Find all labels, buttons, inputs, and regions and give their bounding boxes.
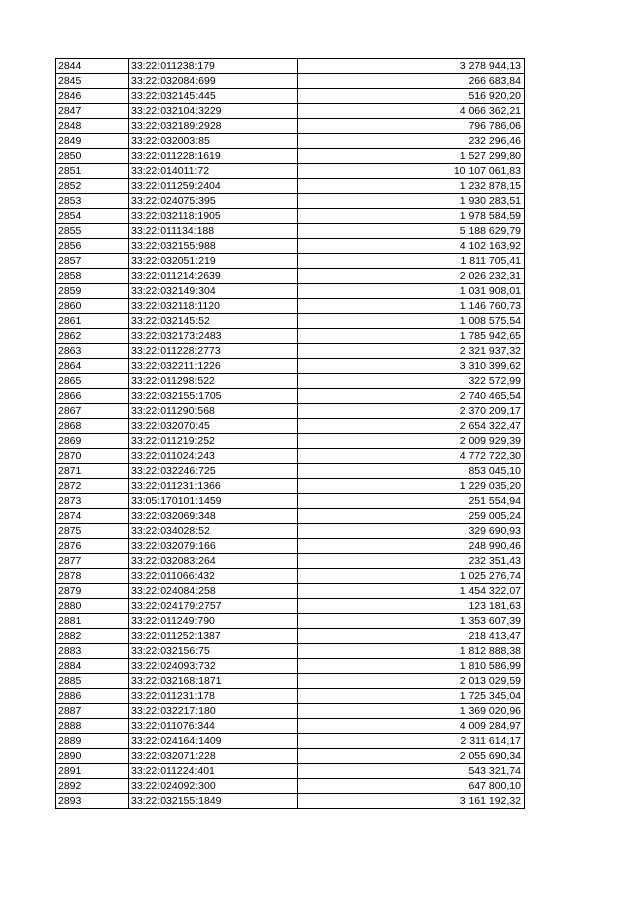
table-row <box>56 149 525 164</box>
value-cell: 123 181,63 <box>298 599 525 614</box>
value-cell: 1 025 276,74 <box>298 569 525 584</box>
row-number-cell: 2856 <box>56 239 129 254</box>
table-row <box>56 239 525 254</box>
table-row <box>56 164 525 179</box>
value-cell: 516 920,20 <box>298 89 525 104</box>
cadastral-number-cell: 33:22:032083:264 <box>129 554 298 569</box>
value-cell: 1 785 942,65 <box>298 329 525 344</box>
table-row <box>56 299 525 314</box>
table-row <box>56 719 525 734</box>
value-cell: 2 370 209,17 <box>298 404 525 419</box>
row-number-cell: 2887 <box>56 704 129 719</box>
table-row <box>56 779 525 794</box>
table-row <box>56 479 525 494</box>
value-cell: 10 107 061,83 <box>298 164 525 179</box>
row-number-cell: 2883 <box>56 644 129 659</box>
cadastral-number-cell: 33:22:011249:790 <box>129 614 298 629</box>
cadastral-number-cell: 33:22:011238:179 <box>129 59 298 74</box>
row-number-cell: 2892 <box>56 779 129 794</box>
row-number-cell: 2867 <box>56 404 129 419</box>
table-row <box>56 554 525 569</box>
table-row <box>56 524 525 539</box>
cadastral-number-cell: 33:22:032003:85 <box>129 134 298 149</box>
cadastral-number-cell: 33:22:024092:300 <box>129 779 298 794</box>
value-cell: 1 353 607,39 <box>298 614 525 629</box>
table-row <box>56 629 525 644</box>
row-number-cell: 2889 <box>56 734 129 749</box>
table-row <box>56 734 525 749</box>
value-cell: 1 232 878,15 <box>298 179 525 194</box>
row-number-cell: 2891 <box>56 764 129 779</box>
table-row <box>56 584 525 599</box>
value-cell: 5 188 629,79 <box>298 224 525 239</box>
row-number-cell: 2872 <box>56 479 129 494</box>
value-cell: 2 311 614,17 <box>298 734 525 749</box>
cadastral-number-cell: 33:22:032104:3229 <box>129 104 298 119</box>
table-row <box>56 119 525 134</box>
cadastral-number-cell: 33:22:014011:72 <box>129 164 298 179</box>
value-cell: 3 161 192,32 <box>298 794 525 809</box>
row-number-cell: 2853 <box>56 194 129 209</box>
row-number-cell: 2847 <box>56 104 129 119</box>
table-row <box>56 764 525 779</box>
value-cell: 2 055 690,34 <box>298 749 525 764</box>
cadastral-number-cell: 33:22:032155:1705 <box>129 389 298 404</box>
cadastral-number-cell: 33:22:024075:395 <box>129 194 298 209</box>
row-number-cell: 2870 <box>56 449 129 464</box>
value-cell: 4 102 163,92 <box>298 239 525 254</box>
row-number-cell: 2858 <box>56 269 129 284</box>
table-row <box>56 269 525 284</box>
value-cell: 4 772 722,30 <box>298 449 525 464</box>
document-page <box>55 58 524 809</box>
table-row <box>56 599 525 614</box>
cadastral-number-cell: 33:22:011298:522 <box>129 374 298 389</box>
row-number-cell: 2890 <box>56 749 129 764</box>
table-row <box>56 389 525 404</box>
row-number-cell: 2857 <box>56 254 129 269</box>
cadastral-number-cell: 33:22:032168:1871 <box>129 674 298 689</box>
cadastral-number-cell: 33:22:011228:2773 <box>129 344 298 359</box>
table-row <box>56 404 525 419</box>
value-cell: 1 527 299,80 <box>298 149 525 164</box>
row-number-cell: 2854 <box>56 209 129 224</box>
row-number-cell: 2886 <box>56 689 129 704</box>
value-cell: 1 930 283,51 <box>298 194 525 209</box>
table-row <box>56 134 525 149</box>
table-row <box>56 674 525 689</box>
value-cell: 4 066 362,21 <box>298 104 525 119</box>
cadastral-number-cell: 33:22:011224:401 <box>129 764 298 779</box>
cadastral-number-cell: 33:22:011252:1387 <box>129 629 298 644</box>
value-cell: 4 009 284,97 <box>298 719 525 734</box>
table-row <box>56 509 525 524</box>
value-cell: 1 008 575,54 <box>298 314 525 329</box>
value-cell: 3 278 944,13 <box>298 59 525 74</box>
table-body <box>56 59 525 809</box>
row-number-cell: 2868 <box>56 419 129 434</box>
cadastral-number-cell: 33:22:032084:699 <box>129 74 298 89</box>
table-row <box>56 419 525 434</box>
value-cell: 259 005,24 <box>298 509 525 524</box>
value-cell: 1 031 908,01 <box>298 284 525 299</box>
cadastral-number-cell: 33:22:032118:1905 <box>129 209 298 224</box>
row-number-cell: 2850 <box>56 149 129 164</box>
table-row <box>56 104 525 119</box>
table-row <box>56 689 525 704</box>
row-number-cell: 2845 <box>56 74 129 89</box>
table-row <box>56 644 525 659</box>
row-number-cell: 2846 <box>56 89 129 104</box>
row-number-cell: 2869 <box>56 434 129 449</box>
row-number-cell: 2884 <box>56 659 129 674</box>
cadastral-number-cell: 33:22:032155:1849 <box>129 794 298 809</box>
table-row <box>56 74 525 89</box>
value-cell: 2 026 232,31 <box>298 269 525 284</box>
table-row <box>56 434 525 449</box>
table-row <box>56 194 525 209</box>
row-number-cell: 2864 <box>56 359 129 374</box>
table-row <box>56 329 525 344</box>
value-cell: 2 740 465,54 <box>298 389 525 404</box>
value-cell: 1 369 020,96 <box>298 704 525 719</box>
value-cell: 251 554,94 <box>298 494 525 509</box>
row-number-cell: 2855 <box>56 224 129 239</box>
row-number-cell: 2851 <box>56 164 129 179</box>
cadastral-number-cell: 33:22:011290:568 <box>129 404 298 419</box>
value-cell: 218 413,47 <box>298 629 525 644</box>
table-row <box>56 59 525 74</box>
cadastral-number-cell: 33:22:032051:219 <box>129 254 298 269</box>
table-row <box>56 374 525 389</box>
value-cell: 248 990,46 <box>298 539 525 554</box>
value-cell: 1 978 584,59 <box>298 209 525 224</box>
value-cell: 853 045,10 <box>298 464 525 479</box>
row-number-cell: 2876 <box>56 539 129 554</box>
cadastral-value-table <box>55 58 525 809</box>
cadastral-number-cell: 33:22:011231:178 <box>129 689 298 704</box>
cadastral-number-cell: 33:22:011076:344 <box>129 719 298 734</box>
table-row <box>56 464 525 479</box>
table-row <box>56 494 525 509</box>
row-number-cell: 2877 <box>56 554 129 569</box>
table-row <box>56 449 525 464</box>
cadastral-number-cell: 33:22:011214:2639 <box>129 269 298 284</box>
row-number-cell: 2875 <box>56 524 129 539</box>
cadastral-number-cell: 33:22:011231:1366 <box>129 479 298 494</box>
table-row <box>56 224 525 239</box>
row-number-cell: 2873 <box>56 494 129 509</box>
cadastral-number-cell: 33:22:032211:1226 <box>129 359 298 374</box>
cadastral-number-cell: 33:22:011024:243 <box>129 449 298 464</box>
cadastral-number-cell: 33:22:034028:52 <box>129 524 298 539</box>
cadastral-number-cell: 33:22:032145:445 <box>129 89 298 104</box>
value-cell: 266 683,84 <box>298 74 525 89</box>
value-cell: 2 009 929,39 <box>298 434 525 449</box>
cadastral-number-cell: 33:22:011134:188 <box>129 224 298 239</box>
row-number-cell: 2859 <box>56 284 129 299</box>
cadastral-number-cell: 33:05:170101:1459 <box>129 494 298 509</box>
cadastral-number-cell: 33:22:032189:2928 <box>129 119 298 134</box>
cadastral-number-cell: 33:22:011219:252 <box>129 434 298 449</box>
row-number-cell: 2893 <box>56 794 129 809</box>
cadastral-number-cell: 33:22:032246:725 <box>129 464 298 479</box>
value-cell: 1 454 322,07 <box>298 584 525 599</box>
row-number-cell: 2871 <box>56 464 129 479</box>
cadastral-number-cell: 33:22:032070:45 <box>129 419 298 434</box>
cadastral-number-cell: 33:22:024084:258 <box>129 584 298 599</box>
row-number-cell: 2852 <box>56 179 129 194</box>
table-row <box>56 314 525 329</box>
value-cell: 3 310 399,62 <box>298 359 525 374</box>
value-cell: 1 812 888,38 <box>298 644 525 659</box>
table-row <box>56 794 525 809</box>
row-number-cell: 2862 <box>56 329 129 344</box>
table-row <box>56 359 525 374</box>
value-cell: 796 786,06 <box>298 119 525 134</box>
value-cell: 1 725 345,04 <box>298 689 525 704</box>
row-number-cell: 2885 <box>56 674 129 689</box>
cadastral-number-cell: 33:22:032173:2483 <box>129 329 298 344</box>
cadastral-number-cell: 33:22:032118:1120 <box>129 299 298 314</box>
value-cell: 232 351,43 <box>298 554 525 569</box>
table-row <box>56 254 525 269</box>
row-number-cell: 2866 <box>56 389 129 404</box>
row-number-cell: 2860 <box>56 299 129 314</box>
cadastral-number-cell: 33:22:032079:166 <box>129 539 298 554</box>
row-number-cell: 2861 <box>56 314 129 329</box>
row-number-cell: 2863 <box>56 344 129 359</box>
cadastral-number-cell: 33:22:024179:2757 <box>129 599 298 614</box>
table-row <box>56 704 525 719</box>
row-number-cell: 2888 <box>56 719 129 734</box>
table-row <box>56 749 525 764</box>
cadastral-number-cell: 33:22:032145:52 <box>129 314 298 329</box>
value-cell: 2 321 937,32 <box>298 344 525 359</box>
cadastral-number-cell: 33:22:032217:180 <box>129 704 298 719</box>
value-cell: 2 013 029,59 <box>298 674 525 689</box>
value-cell: 1 229 035,20 <box>298 479 525 494</box>
table-row <box>56 539 525 554</box>
cadastral-number-cell: 33:22:032071:228 <box>129 749 298 764</box>
table-row <box>56 569 525 584</box>
cadastral-number-cell: 33:22:011228:1619 <box>129 149 298 164</box>
row-number-cell: 2882 <box>56 629 129 644</box>
cadastral-number-cell: 33:22:032069:348 <box>129 509 298 524</box>
table-row <box>56 659 525 674</box>
row-number-cell: 2881 <box>56 614 129 629</box>
value-cell: 1 810 586,99 <box>298 659 525 674</box>
table-row <box>56 614 525 629</box>
table-row <box>56 344 525 359</box>
cadastral-number-cell: 33:22:032149:304 <box>129 284 298 299</box>
cadastral-number-cell: 33:22:024093:732 <box>129 659 298 674</box>
value-cell: 543 321,74 <box>298 764 525 779</box>
value-cell: 2 654 322,47 <box>298 419 525 434</box>
row-number-cell: 2848 <box>56 119 129 134</box>
value-cell: 322 572,99 <box>298 374 525 389</box>
row-number-cell: 2865 <box>56 374 129 389</box>
value-cell: 232 296,46 <box>298 134 525 149</box>
table-row <box>56 179 525 194</box>
cadastral-number-cell: 33:22:024164:1409 <box>129 734 298 749</box>
cadastral-number-cell: 33:22:011066:432 <box>129 569 298 584</box>
cadastral-number-cell: 33:22:032155:988 <box>129 239 298 254</box>
row-number-cell: 2849 <box>56 134 129 149</box>
table-row <box>56 89 525 104</box>
table-row <box>56 209 525 224</box>
cadastral-number-cell: 33:22:032156:75 <box>129 644 298 659</box>
value-cell: 329 690,93 <box>298 524 525 539</box>
table-row <box>56 284 525 299</box>
value-cell: 1 811 705,41 <box>298 254 525 269</box>
row-number-cell: 2879 <box>56 584 129 599</box>
row-number-cell: 2880 <box>56 599 129 614</box>
row-number-cell: 2874 <box>56 509 129 524</box>
value-cell: 647 800,10 <box>298 779 525 794</box>
row-number-cell: 2844 <box>56 59 129 74</box>
value-cell: 1 146 760,73 <box>298 299 525 314</box>
cadastral-number-cell: 33:22:011259:2404 <box>129 179 298 194</box>
row-number-cell: 2878 <box>56 569 129 584</box>
